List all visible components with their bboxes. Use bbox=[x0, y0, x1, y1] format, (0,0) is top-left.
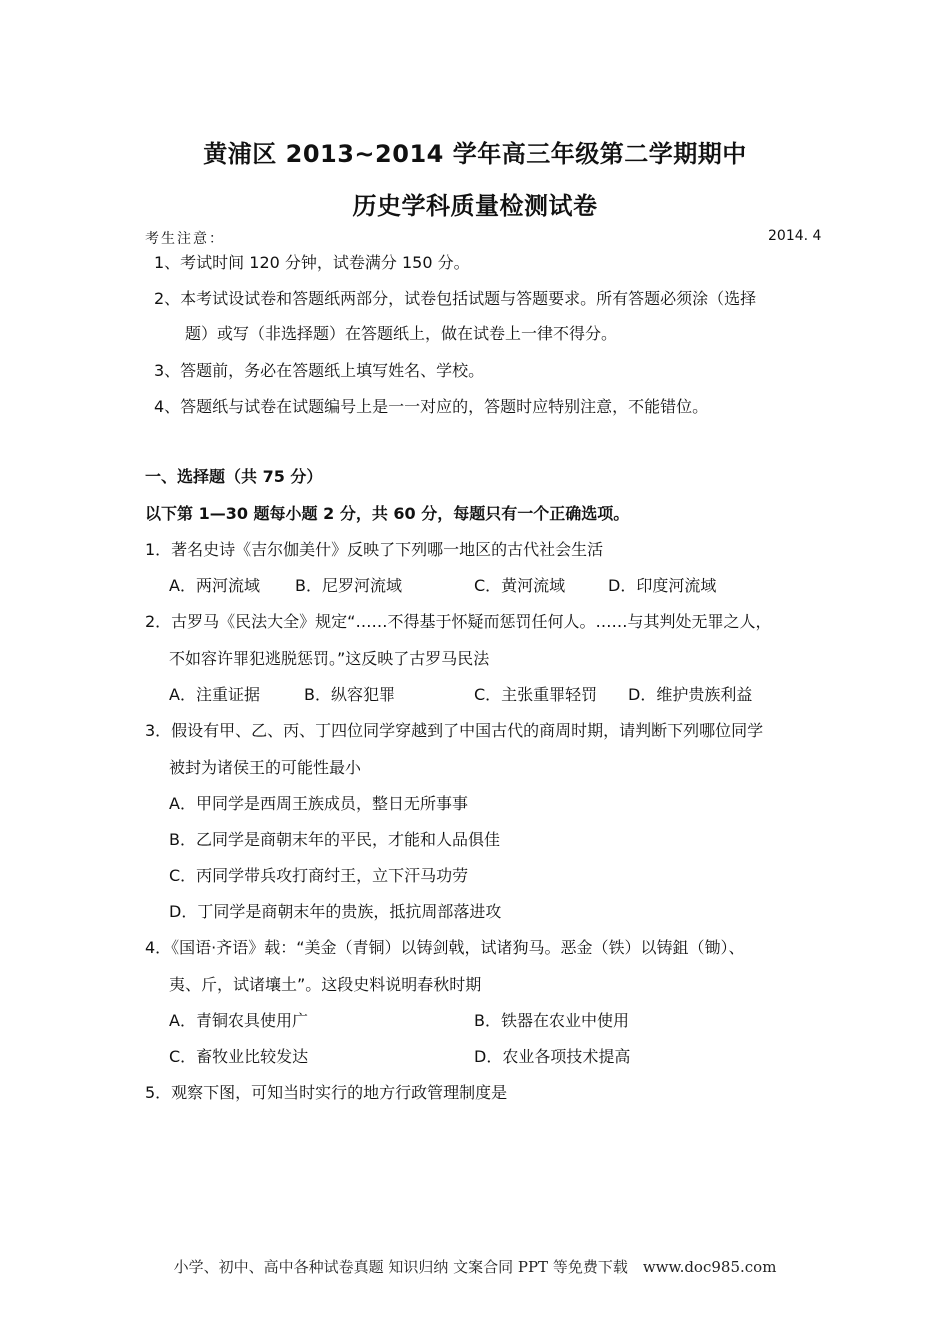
exam-title-line2: 历史学科质量检测试卷 bbox=[352, 192, 598, 220]
question-4-option-a: A．青铜农具使用广 bbox=[169, 1011, 308, 1030]
notice-item-3: 3、答题前，务必在答题纸上填写姓名、学校。 bbox=[154, 361, 485, 380]
question-5-stem: 5．观察下图，可知当时实行的地方行政管理制度是 bbox=[145, 1083, 508, 1102]
notice-label: 考生注意： bbox=[145, 231, 225, 247]
notice-item-4: 4、答题纸与试卷在试题编号上是一一对应的，答题时应特别注意，不能错位。 bbox=[154, 397, 709, 416]
question-3-stem-line2: 被封为诸侯王的可能性最小 bbox=[169, 758, 362, 777]
notice-item-2-cont: 题）或写（非选择题）在答题纸上，做在试卷上一律不得分。 bbox=[185, 324, 618, 343]
exam-title-line1: 黄浦区 2013~2014 学年高三年级第二学期期中 bbox=[203, 140, 747, 168]
question-4-option-c: C．畜牧业比较发达 bbox=[169, 1047, 309, 1066]
question-2-option-b: B．纵容犯罪 bbox=[304, 685, 395, 704]
question-1-option-c: C．黄河流域 bbox=[474, 576, 566, 595]
question-3-option-b: B．乙同学是商朝末年的平民，才能和人品俱佳 bbox=[169, 830, 500, 849]
notice-item-2: 2、本考试设试卷和答题纸两部分，试卷包括试题与答题要求。所有答题必须涂（选择 bbox=[154, 289, 757, 308]
section-heading: 一、选择题（共 75 分） bbox=[145, 467, 323, 486]
question-2-option-d: D．维护贵族利益 bbox=[628, 685, 753, 704]
question-3-stem-line1: 3．假设有甲、乙、丙、丁四位同学穿越到了中国古代的商周时期，请判断下列哪位同学 bbox=[145, 721, 764, 740]
question-2-option-a: A．注重证据 bbox=[169, 685, 260, 704]
question-3-option-c: C．丙同学带兵攻打商纣王，立下汗马功劳 bbox=[169, 866, 469, 885]
question-2-stem-line1: 2．古罗马《民法大全》规定“……不得基于怀疑而惩罚任何人。……与其判处无罪之人， bbox=[145, 612, 772, 631]
exam-date: 2014. 4 bbox=[768, 228, 822, 244]
section-instruction: 以下第 1—30 题每小题 2 分，共 60 分，每题只有一个正确选项。 bbox=[145, 504, 630, 523]
question-1-stem: 1．著名史诗《吉尔伽美什》反映了下列哪一地区的古代社会生活 bbox=[145, 540, 604, 559]
question-4-stem-line2: 夷、斤，试诸壤土”。这段史料说明春秋时期 bbox=[169, 975, 482, 994]
question-1-option-a: A．两河流域 bbox=[169, 576, 260, 595]
question-4-option-b: B．铁器在农业中使用 bbox=[474, 1011, 629, 1030]
question-2-stem-line2: 不如容许罪犯逃脱惩罚。”这反映了古罗马民法 bbox=[169, 649, 490, 668]
question-2-option-c: C．主张重罪轻罚 bbox=[474, 685, 598, 704]
notice-item-1: 1、考试时间 120 分钟，试卷满分 150 分。 bbox=[154, 253, 470, 272]
question-1-option-d: D．印度河流域 bbox=[608, 576, 717, 595]
question-3-option-d: D．丁同学是商朝末年的贵族，抵抗周部落进攻 bbox=[169, 902, 502, 921]
page-footer: 小学、初中、高中各种试卷真题 知识归纳 文案合同 PPT 等免费下载 www.doc985.com bbox=[173, 1258, 777, 1276]
question-1-option-b: B．尼罗河流域 bbox=[295, 576, 402, 595]
question-3-option-a: A．甲同学是西周王族成员，整日无所事事 bbox=[169, 794, 468, 813]
question-4-option-d: D．农业各项技术提高 bbox=[474, 1047, 631, 1066]
question-4-stem-line1: 4．《国语·齐语》载：“美金（青铜）以铸剑戟，试诸狗马。恶金（铁）以铸鉏（锄）、 bbox=[145, 938, 745, 957]
